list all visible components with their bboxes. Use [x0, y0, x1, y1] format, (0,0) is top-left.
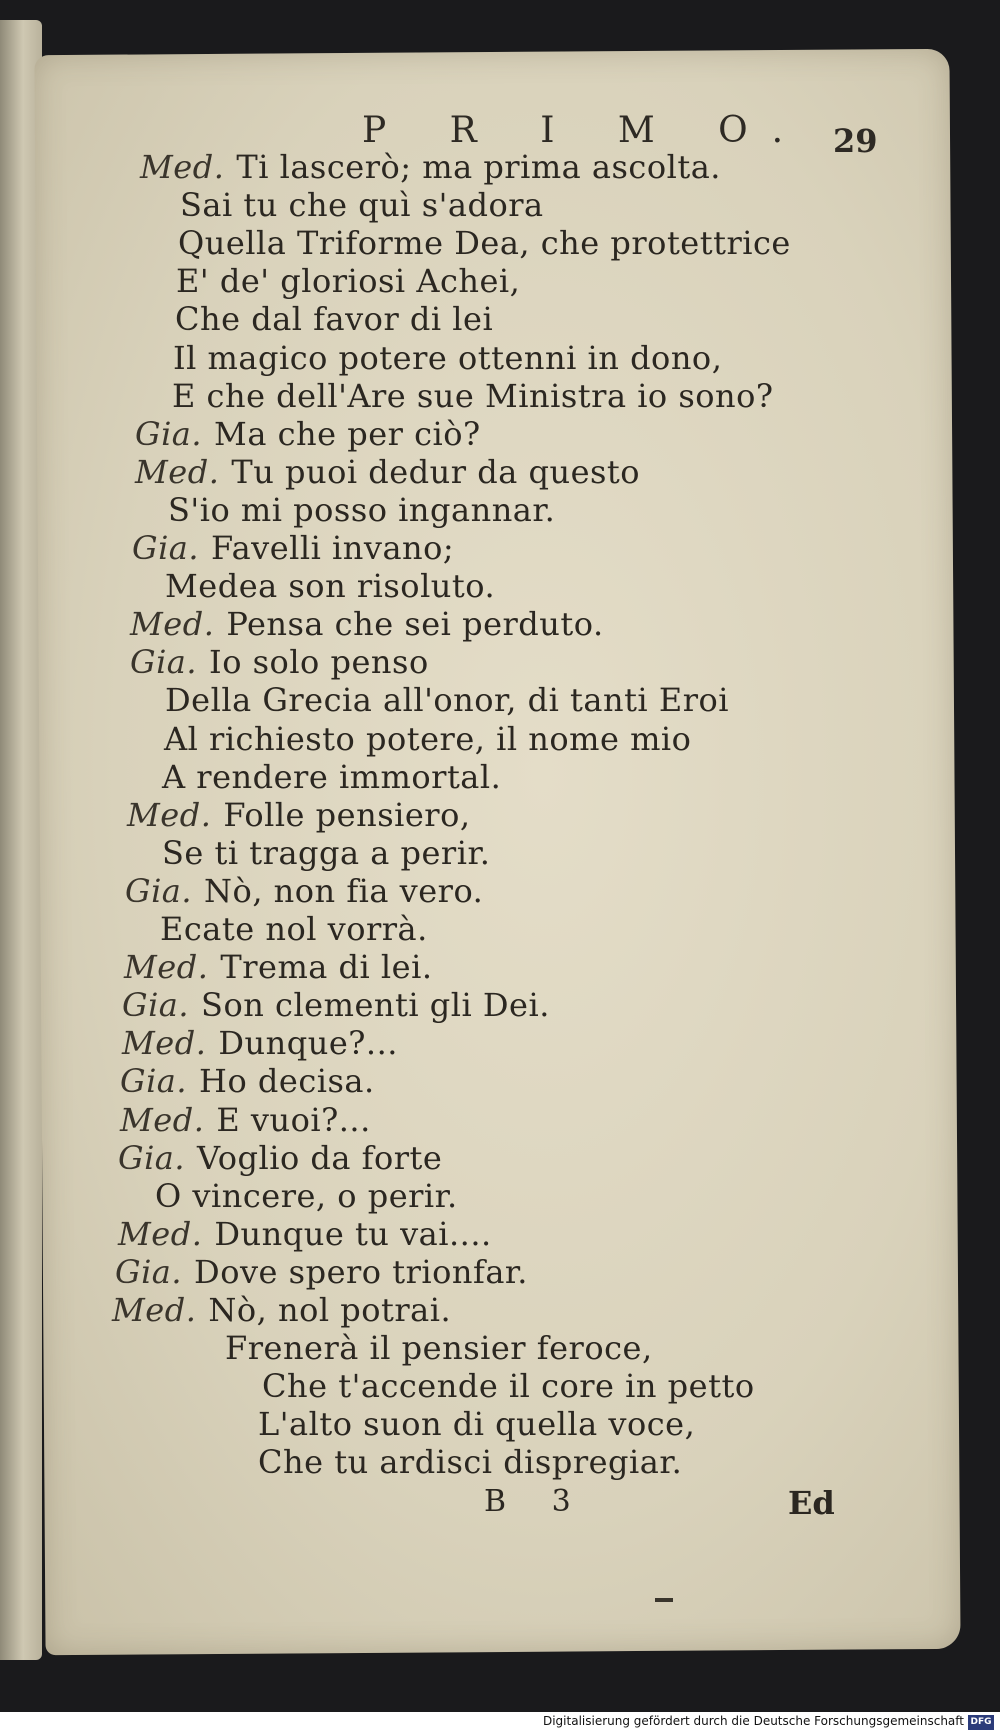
text-line: [168, 491, 555, 529]
speaker-label: Gia.: [132, 529, 200, 567]
text-line: [180, 186, 544, 224]
line-text: Io solo penso: [209, 643, 429, 682]
line-text: Ho decisa.: [199, 1062, 375, 1101]
text-line: [164, 720, 691, 758]
text-line: [225, 1329, 653, 1367]
speaker-label: Med.: [124, 948, 209, 987]
line-text: E vuoi?...: [216, 1100, 371, 1139]
line-text: Che tu ardisci dispregiar.: [258, 1443, 683, 1482]
line-text: Al richiesto potere, il nome mio: [164, 719, 692, 758]
text-line: [118, 1215, 492, 1253]
line-text: Ti lascerò; ma prima ascolta.: [236, 148, 721, 186]
text-line: [175, 300, 493, 338]
text-line: [258, 1405, 695, 1443]
speaker-label: Med.: [122, 1024, 207, 1063]
line-text: Quella Triforme Dea, che protettrice: [178, 224, 791, 263]
line-text: E' de' gloriosi Achei,: [176, 262, 521, 301]
text-line: [165, 567, 495, 605]
text-line: [172, 377, 774, 415]
signature-mark: B 3: [484, 1484, 589, 1519]
line-text: Della Grecia all'onor, di tanti Eroi: [165, 681, 729, 720]
dfg-logo-icon: DFG: [968, 1715, 994, 1730]
ink-mark: [655, 1598, 673, 1602]
line-text: Trema di lei.: [220, 948, 433, 987]
line-text: Se ti tragga a perir.: [162, 833, 491, 872]
text-line: [130, 643, 429, 681]
line-text: Ecate nol vorrà.: [160, 910, 428, 948]
speaker-label: Med.: [112, 1291, 197, 1329]
speaker-label: Gia.: [115, 1252, 183, 1291]
footer-bar: [0, 1712, 1000, 1734]
line-text: Dove spero trionfar.: [194, 1252, 528, 1291]
text-line: [118, 1139, 442, 1177]
text-line: [122, 986, 550, 1024]
line-text: Il magico potere ottenni in dono,: [173, 338, 723, 377]
line-text: Che t'accende il core in petto: [262, 1367, 755, 1406]
text-line: [135, 453, 640, 491]
line-text: S'io mi posso ingannar.: [168, 490, 556, 529]
line-text: Che dal favor di lei: [175, 300, 494, 339]
text-line: [125, 872, 483, 910]
line-text: Nò, non fia vero.: [204, 871, 484, 910]
page-number: 29: [833, 122, 878, 160]
footer-credit: Digitalisierung gefördert durch die Deutsche Forschungsgemeinschaft: [542, 1714, 964, 1728]
text-line: [122, 1024, 398, 1062]
text-line: [178, 224, 791, 262]
text-line: [162, 834, 490, 872]
text-line: [165, 681, 729, 719]
line-text: Voglio da forte: [197, 1138, 443, 1177]
line-text: Dunque tu vai....: [214, 1214, 492, 1253]
line-text: Son clementi gli Dei.: [201, 986, 550, 1025]
line-text: Frenerà il pensier feroce,: [225, 1329, 653, 1368]
text-line: [112, 1291, 451, 1329]
line-text: Pensa che sei perduto.: [226, 605, 604, 644]
text-line: [130, 605, 604, 643]
line-text: A rendere immortal.: [162, 757, 502, 796]
line-text: Sai tu che quì s'adora: [180, 186, 544, 225]
speaker-label: Gia.: [118, 1138, 186, 1177]
line-text: Medea son risoluto.: [165, 567, 496, 606]
text-line: [140, 148, 721, 186]
text-line: [258, 1443, 682, 1481]
running-header: P R I M O.: [362, 110, 810, 151]
text-line: [120, 1062, 375, 1100]
speaker-label: Med.: [140, 148, 225, 186]
text-line: [262, 1367, 755, 1405]
text-line: [115, 1253, 528, 1291]
line-text: Folle pensiero,: [223, 795, 471, 834]
text-line: [127, 796, 471, 834]
catchword: Ed: [788, 1484, 835, 1522]
line-text: Favelli invano;: [211, 529, 455, 567]
speaker-label: Med.: [127, 795, 212, 834]
speaker-label: Gia.: [135, 414, 203, 453]
speaker-label: Gia.: [130, 643, 198, 682]
line-text: Ma che per ciò?: [214, 414, 481, 453]
line-text: L'alto suon di quella voce,: [258, 1405, 696, 1444]
speaker-label: Med.: [118, 1214, 203, 1253]
text-line: [162, 758, 501, 796]
text-line: [155, 1177, 458, 1215]
speaker-label: Gia.: [120, 1062, 188, 1101]
text-line: [160, 910, 428, 948]
text-line: [120, 1101, 371, 1139]
line-text: E che dell'Are sue Ministra io sono?: [172, 376, 774, 415]
speaker-label: Med.: [130, 605, 215, 644]
line-text: O vincere, o perir.: [155, 1176, 458, 1215]
line-text: Nò, nol potrai.: [208, 1291, 452, 1329]
speaker-label: Med.: [135, 452, 220, 491]
speaker-label: Med.: [120, 1100, 205, 1139]
text-line: [135, 415, 481, 453]
text-line: [124, 948, 433, 986]
text-line: [173, 339, 722, 377]
text-line: [176, 262, 520, 300]
line-text: Tu puoi dedur da questo: [231, 452, 641, 491]
speaker-label: Gia.: [125, 871, 193, 910]
speaker-label: Gia.: [122, 986, 190, 1025]
text-line: [132, 529, 454, 567]
line-text: Dunque?...: [218, 1024, 398, 1063]
